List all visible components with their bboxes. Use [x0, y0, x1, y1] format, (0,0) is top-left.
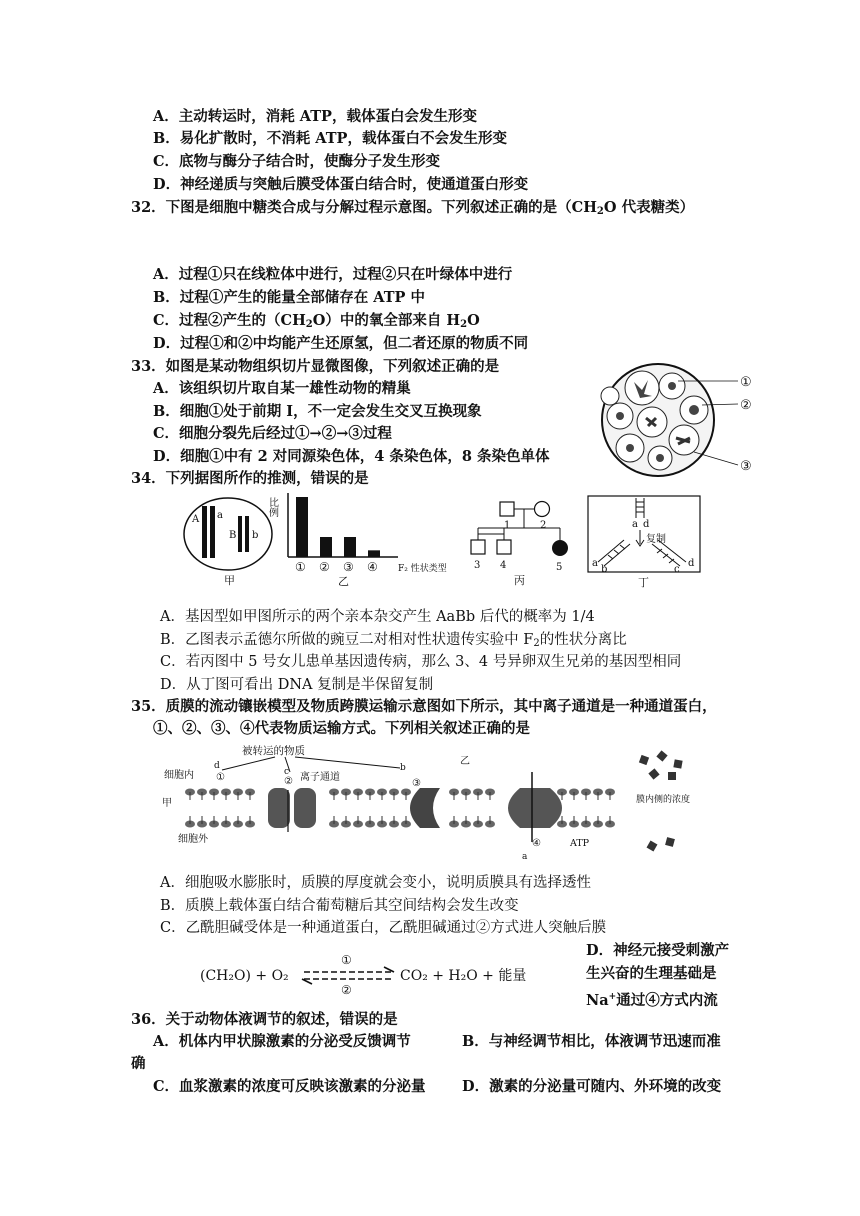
q34-figure-jia — [180, 496, 280, 588]
q33-option-d: D．细胞①中有 2 对同源染色体，4 条染色体，8 条染色单体 — [153, 448, 550, 465]
ding-label-replicate: 复制 — [646, 534, 666, 545]
bing-caption: 丙 — [514, 574, 525, 587]
q36-option-c: C．血浆激素的浓度可反映该激素的分泌量 — [153, 1078, 426, 1095]
yi-tick-3: ③ — [343, 560, 354, 574]
equation-arrow-top: ① — [341, 953, 352, 967]
membrane-mode-4: ④ — [532, 838, 541, 849]
q34-stem: 34．下列据图所作的推测，错误的是 — [131, 470, 369, 487]
q36-option-d: D．激素的分泌量可随内、外环境的改变 — [462, 1078, 722, 1095]
membrane-outside-label: 细胞外 — [178, 834, 208, 845]
q35-stem-line1: 35．质膜的流动镶嵌模型及物质跨膜运输示意图如下所示，其中离子通道是一种通道蛋白， — [131, 698, 717, 715]
yi-bar-3 — [344, 537, 356, 557]
membrane-letter-d: d — [214, 761, 220, 771]
q32-equation-figure — [196, 952, 576, 996]
bing-num-4: 4 — [500, 560, 507, 571]
q31-option-d: D．神经递质与突触后膜受体蛋白结合时，使通道蛋白形变 — [153, 176, 529, 193]
yi-bar-1 — [296, 497, 308, 557]
q35-option-d-line1: D．神经元接受刺激产 — [586, 942, 730, 959]
membrane-gradient-label: 膜内侧的浓度 — [636, 795, 691, 805]
q32-option-c: C．过程②产生的$(CH_2O)$中的氧全部来自 $H_2O$ — [153, 312, 480, 330]
equation-right: CO₂ + H₂O + 能量 — [400, 968, 527, 984]
bing-num-3: 3 — [474, 560, 481, 571]
membrane-inside-label: 细胞内 — [164, 770, 194, 781]
ding-label-d-top: d — [643, 519, 650, 530]
q34-figure-bing — [460, 496, 580, 588]
q35-membrane-figure — [160, 742, 712, 864]
membrane-letter-c: c — [284, 767, 290, 777]
jia-gene-B: B — [229, 530, 237, 541]
membrane-letter-a: a — [522, 852, 528, 862]
membrane-mode-3: ③ — [412, 778, 421, 789]
jia-caption: 甲 — [224, 574, 235, 587]
yi-xlabel: F₂ 性状类型 — [398, 564, 447, 574]
yi-tick-1: ① — [295, 560, 306, 574]
membrane-transported-label: 被转运的物质 — [242, 745, 305, 757]
q36-option-b: B．与神经调节相比，体液调节迅速而准 — [462, 1033, 721, 1050]
ding-label-c: c — [674, 564, 680, 575]
q34-option-a: A．基因型如甲图所示的两个亲本杂交产生 AaBb 后代的概率为 1/4 — [160, 609, 595, 625]
membrane-atp-label: ATP — [570, 838, 590, 849]
bing-num-1: 1 — [504, 520, 511, 531]
q34-option-c: C．若丙图中 5 号女儿患单基因遗传病，那么 3、4 号异卵双生兄弟的基因型相同 — [160, 654, 682, 670]
yi-bar-4 — [368, 550, 380, 557]
q32-option-b: B．过程①产生的能量全部储存在 ATP 中 — [153, 289, 426, 306]
q33-option-b: B．细胞①处于前期 I，不一定会发生交叉互换现象 — [153, 403, 482, 420]
membrane-letter-b: b — [400, 763, 406, 773]
ding-caption: 丁 — [638, 576, 649, 589]
q35-option-b: B．质膜上载体蛋白结合葡萄糖后其空间结构会发生改变 — [160, 898, 519, 914]
yi-ylabel: 比例 — [266, 497, 278, 517]
q31-option-a: A．主动转运时，消耗 ATP，载体蛋白会发生形变 — [153, 108, 477, 125]
jia-gene-b: b — [252, 530, 259, 541]
q36-option-a: A．机体内甲状腺激素的分泌受反馈调节 — [153, 1033, 411, 1050]
micrograph-label-1: ① — [740, 375, 752, 390]
q31-option-b: B．易化扩散时，不消耗 ATP，载体蛋白不会发生形变 — [153, 130, 507, 147]
yi-tick-4: ④ — [367, 560, 378, 574]
membrane-channel-label: 离子通道 — [300, 772, 340, 783]
equation-left: (CH₂O) + O₂ — [200, 968, 289, 984]
ding-label-d: d — [688, 558, 695, 569]
q35-option-c: C．乙酰胆碱受体是一种通道蛋白，乙酰胆碱通过②方式进人突触后膜 — [160, 920, 607, 936]
yi-bar-2 — [320, 537, 332, 557]
q34-option-b: B．乙图表示孟德尔所做的豌豆二对相对性状遗传实验中 $F_2$的性状分离比 — [160, 632, 627, 649]
q35-option-d-line3: Na+通过④方式内流 — [586, 991, 718, 1009]
q33-option-a: A．该组织切片取自某一雄性动物的精巢 — [153, 380, 411, 397]
micrograph-label-2: ② — [740, 398, 752, 413]
jia-gene-A: A — [192, 514, 200, 525]
ding-label-a-top: a — [632, 519, 638, 530]
q32-stem: 32．下图是细胞中糖类合成与分解过程示意图。下列叙述正确的是（$CH_2O$ 代表糖类） — [131, 199, 695, 217]
ding-label-b: b — [601, 564, 608, 575]
q36-stem: 36．关于动物体液调节的叙述，错误的是 — [131, 1011, 398, 1028]
membrane-mode-2: ② — [284, 776, 293, 787]
q33-micrograph-figure — [590, 362, 770, 482]
yi-tick-2: ② — [319, 560, 330, 574]
q34-option-d: D．从丁图可看出 DNA 复制是半保留复制 — [160, 677, 434, 693]
membrane-yi-label: 乙 — [460, 756, 470, 767]
q32-option-a: A．过程①只在线粒体中进行，过程②只在叶绿体中进行 — [153, 266, 513, 283]
q34-figure-yi — [268, 485, 468, 590]
q33-stem: 33．如图是某动物组织切片显微图像，下列叙述正确的是 — [131, 358, 500, 375]
membrane-jia-label: 甲 — [162, 798, 172, 809]
q31-option-c: C．底物与酶分子结合时，使酶分子发生形变 — [153, 153, 441, 170]
bing-num-2: 2 — [540, 520, 547, 531]
q33-option-c: C．细胞分裂先后经过①→②→③过程 — [153, 425, 392, 442]
q35-stem-line2: ①、②、③、④代表物质运输方式。下列相关叙述正确的是 — [153, 720, 530, 737]
bing-num-5: 5 — [556, 562, 563, 573]
q34-figure-ding — [586, 492, 706, 590]
membrane-mode-1: ① — [216, 772, 225, 783]
ding-label-a: a — [592, 558, 598, 569]
yi-caption: 乙 — [338, 575, 349, 588]
q35-option-d-line2: 生兴奋的生理基础是 — [586, 965, 717, 982]
jia-gene-a: a — [217, 510, 223, 521]
q36-option-b-cont: 确 — [131, 1055, 146, 1072]
equation-arrow-bottom: ② — [341, 983, 352, 997]
q35-option-a: A．细胞吸水膨胀时，质膜的厚度就会变小，说明质膜具有选择透性 — [160, 875, 591, 891]
micrograph-label-3: ③ — [740, 459, 752, 474]
q32-option-d: D．过程①和②中均能产生还原氢，但二者还原的物质不同 — [153, 335, 529, 352]
